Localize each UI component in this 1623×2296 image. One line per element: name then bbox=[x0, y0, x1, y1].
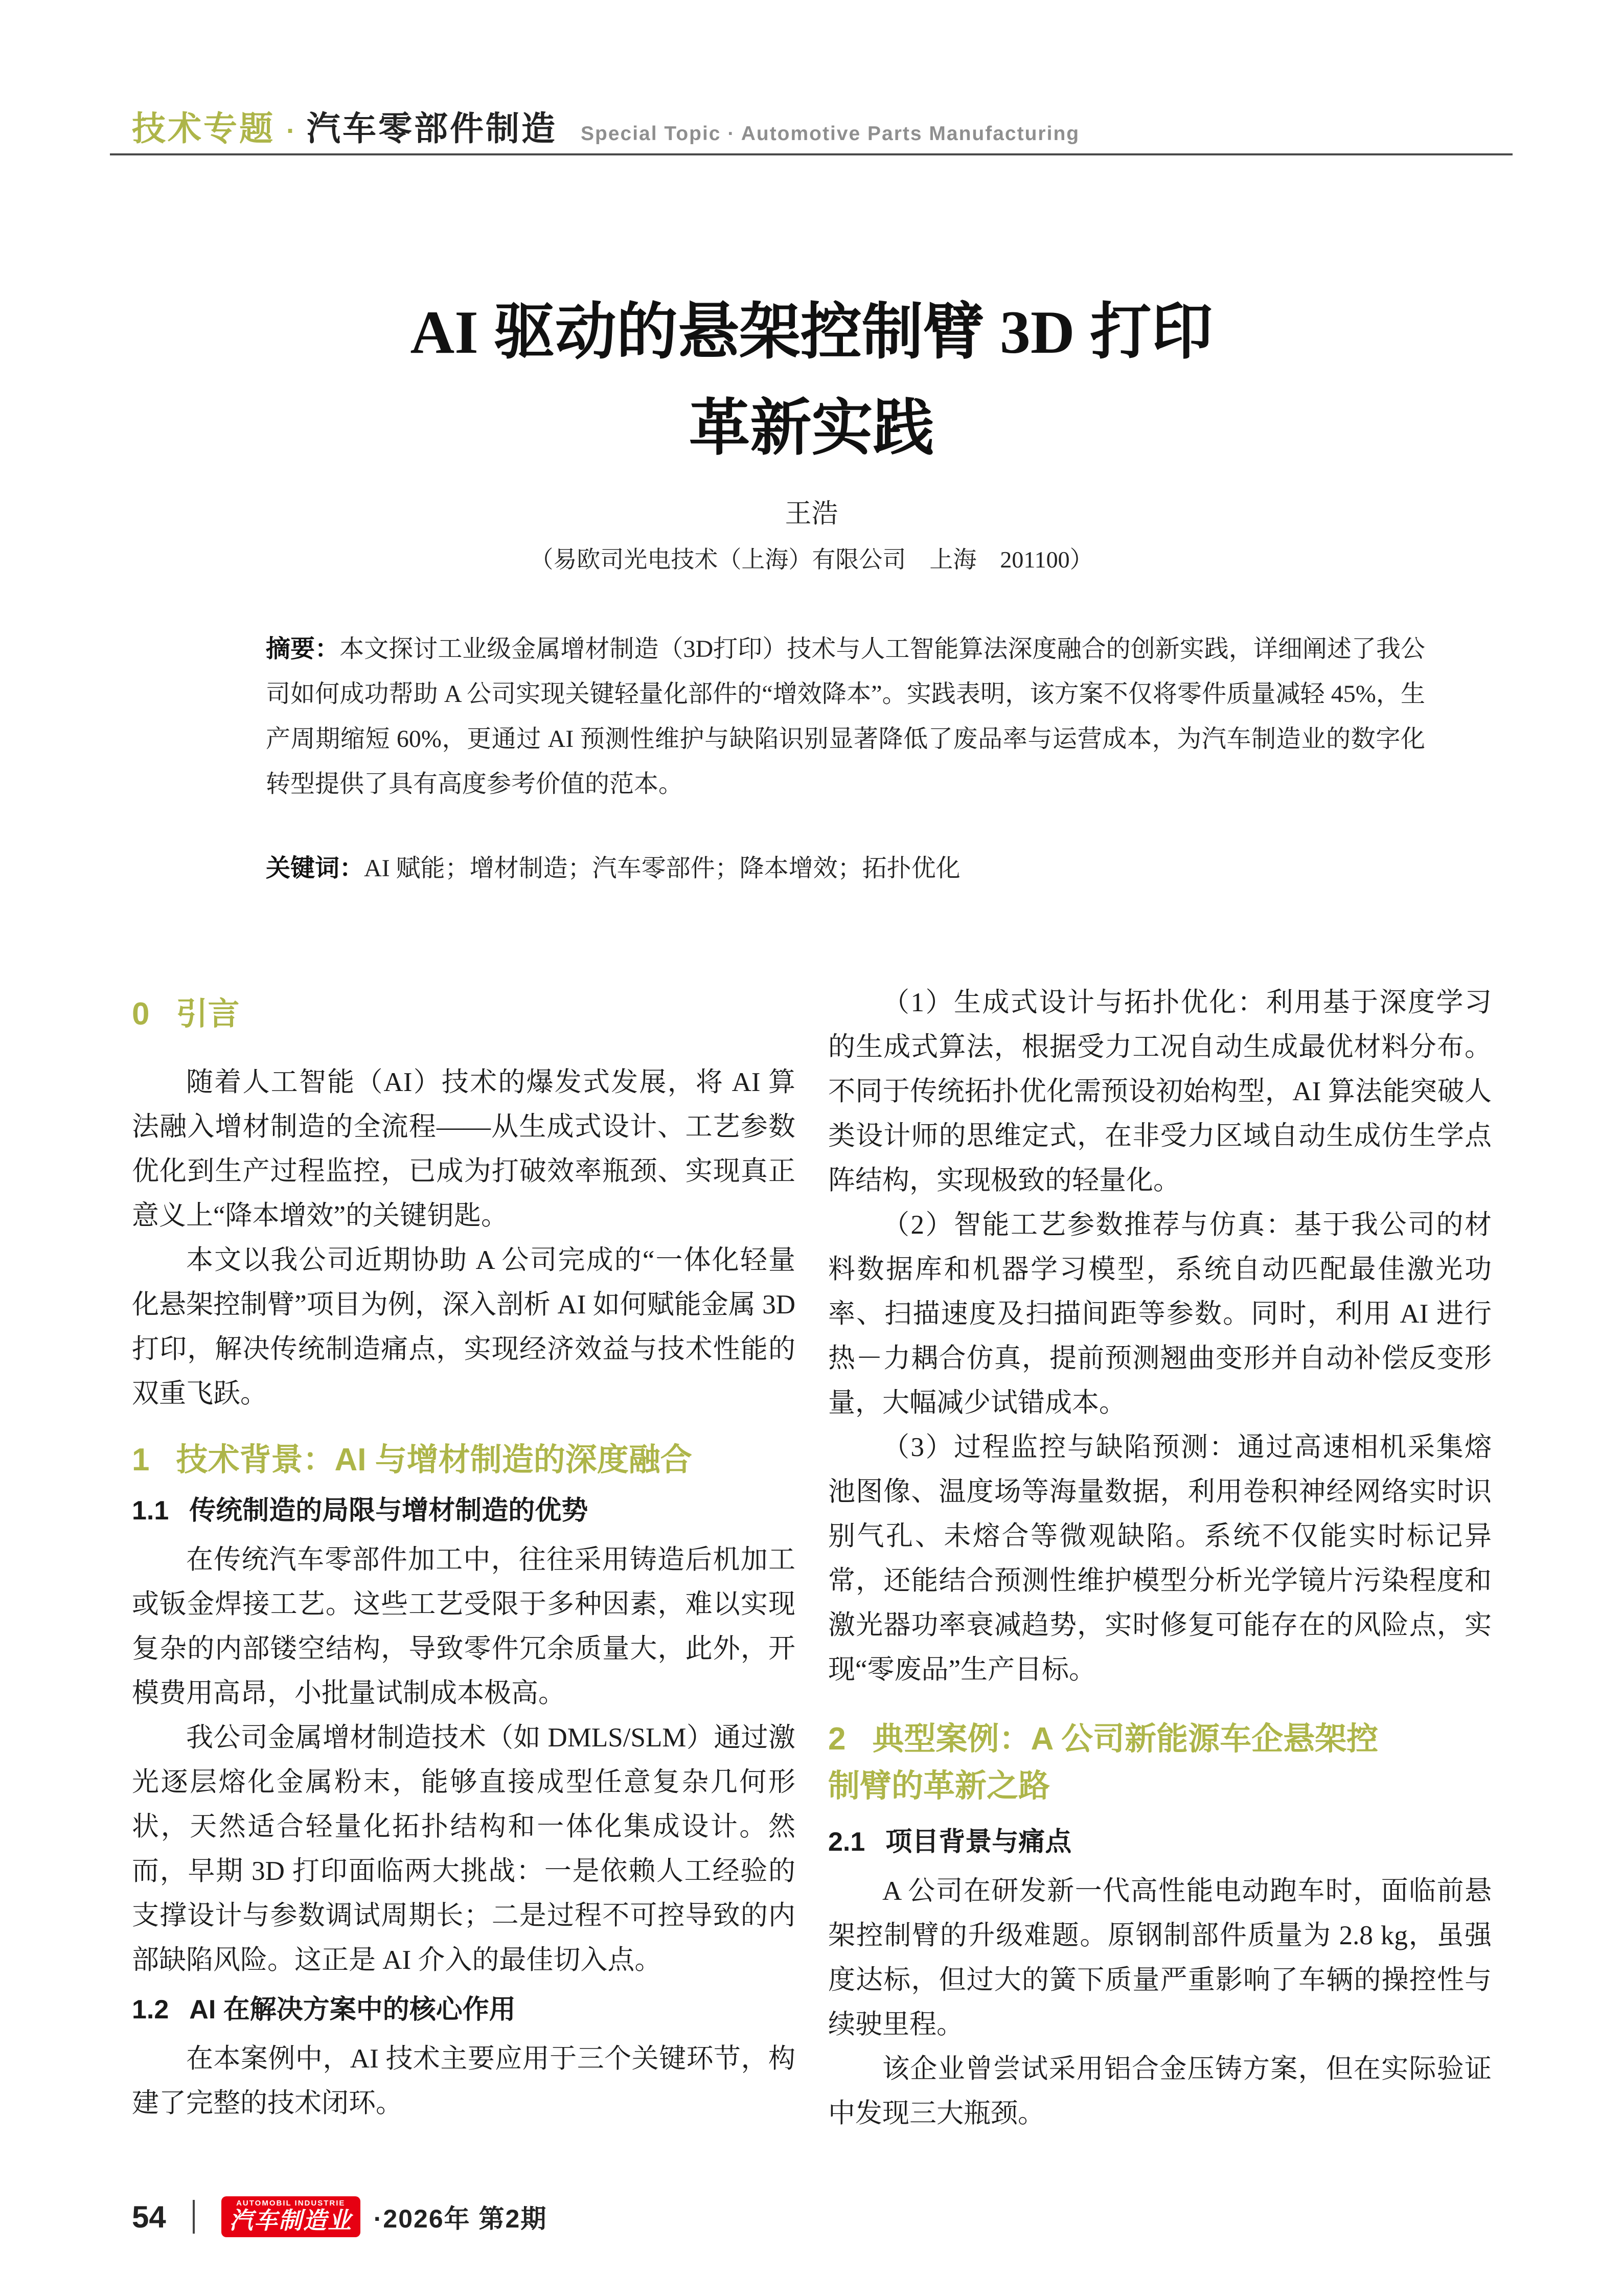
section-2-heading bbox=[828, 1716, 1492, 1810]
header-subtitle-en: Special Topic · Automotive Parts Manufacturing bbox=[580, 123, 1080, 145]
header-category-label: 汽车零部件制造 bbox=[306, 109, 557, 147]
section-1-heading bbox=[132, 1439, 795, 1482]
section-1-1-title: 传统制造的局限与增材制造的优势 bbox=[189, 1496, 588, 1526]
section-1-1-number: 1.1 bbox=[132, 1496, 169, 1526]
right-column bbox=[828, 981, 1492, 2136]
keywords-label: 关键词： bbox=[266, 855, 364, 882]
header-divider-rule bbox=[110, 153, 1513, 155]
left-column bbox=[132, 981, 795, 2126]
article-title bbox=[0, 284, 1623, 476]
section-2-1-number: 2.1 bbox=[828, 1827, 865, 1857]
section-1-number: 1 bbox=[132, 1442, 150, 1477]
section-1-2-heading bbox=[132, 1991, 795, 2029]
page-number: 54 bbox=[132, 2199, 166, 2234]
section-1-2-title: AI 在解决方案中的核心作用 bbox=[189, 1995, 516, 2025]
abstract-label: 摘要： bbox=[266, 635, 340, 663]
paragraph: 本文以我公司近期协助 A 公司完成的“一体化轻量化悬架控制臂”项目为例，深入剖析 AI 如何赋能金属 3D 打印，解决传统制造痛点，实现经济效益与技术性能的双重飞跃。 bbox=[132, 1245, 795, 1408]
header-bar bbox=[132, 101, 1080, 150]
keywords-block bbox=[266, 846, 1425, 891]
paragraph: （2）智能工艺参数推荐与仿真：基于我公司的材料数据库和机器学习模型，系统自动匹配最佳激光功率、扫描速度及扫描间距等参数。同时，利用 AI 进行热－力耦合仿真，提前预测翘曲变形并自动补偿反变形量，大幅减少试错成本。 bbox=[828, 1210, 1492, 1418]
section-0-heading bbox=[132, 993, 795, 1036]
journal-brand-badge bbox=[221, 2196, 360, 2237]
paragraph: （3）过程监控与缺陷预测：通过高速相机采集熔池图像、温度场等海量数据，利用卷积神经网络实时识别气孔、未熔合等微观缺陷。系统不仅能实时标记异常，还能结合预测性维护模型分析光学镜片污染程度和激光器功率衰减趋势，实时修复可能存在的风险点，实现“零废品”生产目标。 bbox=[828, 1433, 1492, 1685]
paragraph: 在本案例中，AI 技术主要应用于三个关键环节，构建了完整的技术闭环。 bbox=[132, 2044, 795, 2118]
section-1-title: 技术背景：AI 与增材制造的深度融合 bbox=[176, 1442, 692, 1477]
article-title-line2: 革新实践 bbox=[689, 394, 934, 462]
author-name: 王浩 bbox=[785, 499, 838, 529]
paragraph: A 公司在研发新一代高性能电动跑车时，面临前悬架控制臂的升级难题。原钢制部件质量为 2.8 kg，虽强度达标，但过大的簧下质量严重影响了车辆的操控性与续驶里程。 bbox=[828, 1876, 1492, 2039]
footer bbox=[132, 2196, 547, 2237]
journal-brand-cn: 汽车制造业 bbox=[229, 2207, 352, 2234]
section-1-2-number: 1.2 bbox=[132, 1995, 169, 2025]
header-separator-dot: · bbox=[286, 116, 295, 146]
abstract-text: 本文探讨工业级金属增材制造（3D打印）技术与人工智能算法深度融合的创新实践，详细阐述了我公司如何成功帮助 A 公司实现关键轻量化部件的“增效降本”。实践表明，该方案不仅将零件质量减轻 45%，生产周期缩短 60%，更通过 AI 预测性维护与缺陷识别显著降低了废品率与运营成本，为汽车制造业的数字化转型提供了具有高度参考价值的范本。 bbox=[266, 635, 1425, 798]
section-2-title-line2: 制臂的革新之路 bbox=[828, 1768, 1050, 1804]
section-2-1-heading bbox=[828, 1823, 1492, 1861]
journal-issue-label: ·2026年 第2期 bbox=[373, 2204, 547, 2233]
header-topic-label: 技术专题 bbox=[132, 109, 275, 147]
section-2-1-title: 项目背景与痛点 bbox=[885, 1827, 1072, 1857]
paragraph: 该企业曾尝试采用铝合金压铸方案，但在实际验证中发现三大瓶颈。 bbox=[828, 2054, 1492, 2128]
section-1-1-heading bbox=[132, 1492, 795, 1530]
section-2-title-line1: 典型案例：A 公司新能源车企悬架控 bbox=[872, 1721, 1379, 1757]
footer-divider bbox=[193, 2200, 195, 2234]
section-0-number: 0 bbox=[132, 996, 150, 1032]
author-affiliation: （易欧司光电技术（上海）有限公司 上海 201100） bbox=[530, 547, 1093, 573]
abstract-block bbox=[266, 627, 1425, 807]
paragraph: 在传统汽车零部件加工中，往往采用铸造后机加工或钣金焊接工艺。这些工艺受限于多种因素，难以实现复杂的内部镂空结构，导致零件冗余质量大，此外，开模费用高昂，小批量试制成本极高。 bbox=[132, 1545, 795, 1708]
section-0-title: 引言 bbox=[176, 996, 240, 1032]
paragraph: （1）生成式设计与拓扑优化：利用基于深度学习的生成式算法，根据受力工况自动生成最优材料分布。不同于传统拓扑优化需预设初始构型，AI 算法能突破人类设计师的思维定式，在非受力区域自动生成仿生学点阵结构，实现极致的轻量化。 bbox=[828, 988, 1492, 1195]
journal-brand-en: AUTOMOBIL INDUSTRIE bbox=[236, 2199, 346, 2208]
paragraph: 我公司金属增材制造技术（如 DMLS/SLM）通过激光逐层熔化金属粉末，能够直接成型任意复杂几何形状，天然适合轻量化拓扑结构和一体化集成设计。然而，早期 3D 打印面临两大挑战：一是依赖人工经验的支撑设计与参数调试周期长；二是过程不可控导致的内部缺陷风险。这正是 AI 介入的最佳切入点。 bbox=[132, 1723, 795, 1975]
article-title-line1: AI 驱动的悬架控制臂 3D 打印 bbox=[410, 298, 1213, 366]
section-2-number: 2 bbox=[828, 1721, 846, 1757]
paragraph: 随着人工智能（AI）技术的爆发式发展，将 AI 算法融入增材制造的全流程——从生成式设计、工艺参数优化到生产过程监控，已成为打破效率瓶颈、实现真正意义上“降本增效”的关键钥匙。 bbox=[132, 1067, 795, 1231]
keywords-text: AI 赋能；增材制造；汽车零部件；降本增效；拓扑优化 bbox=[364, 855, 961, 882]
